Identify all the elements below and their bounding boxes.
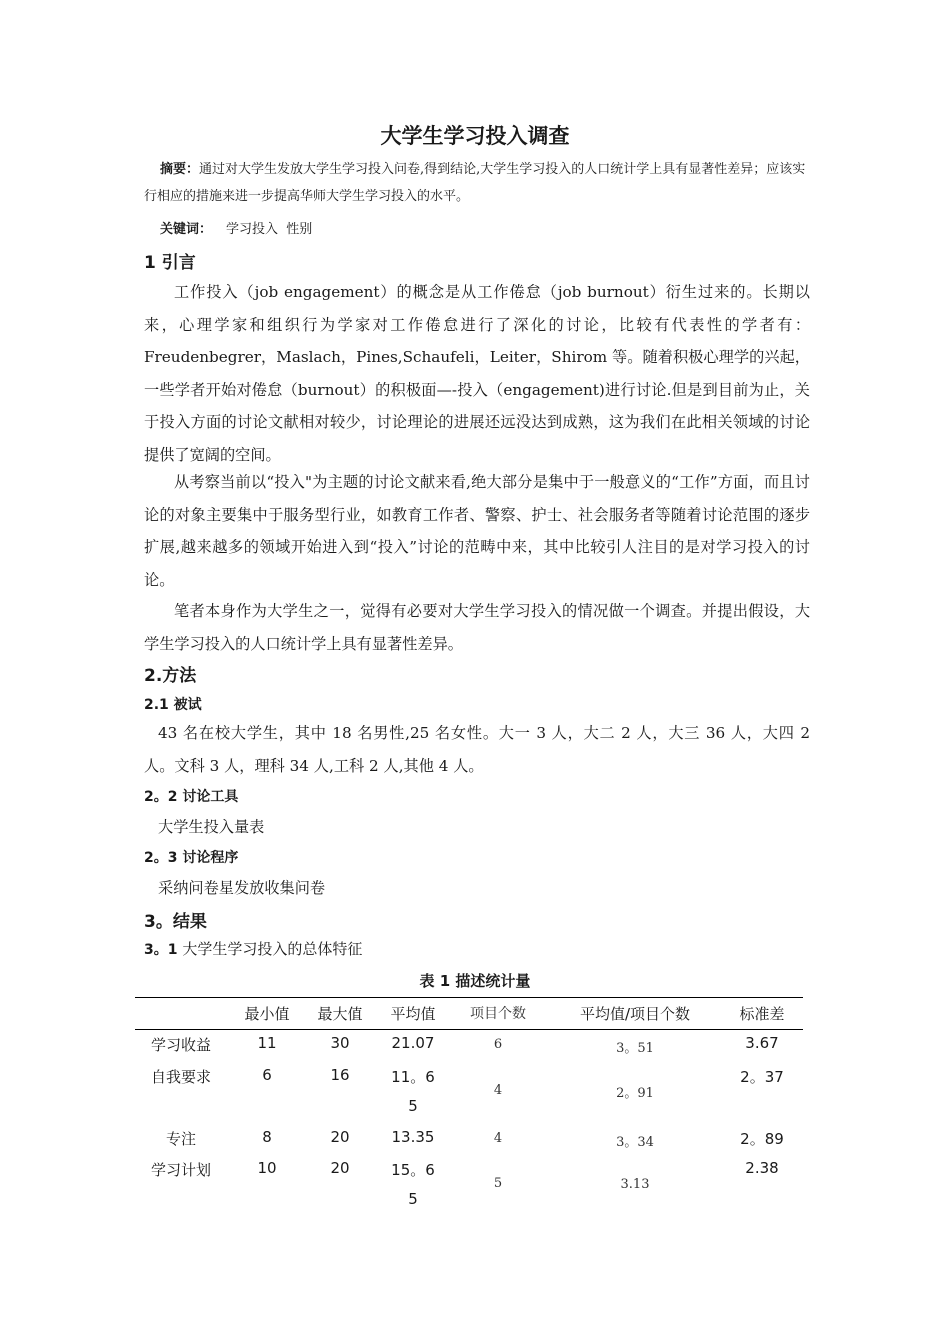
- subsection-number: 3。1: [144, 942, 178, 958]
- subsection-heading-overall: [144, 938, 362, 959]
- tools-text: 大学生投入量表: [158, 818, 265, 836]
- cell-min: 11: [257, 1034, 277, 1052]
- intro-paragraph-2: 从考察当前以“投入"为主题的讨论文献来看,绝大部分是集中于一般意义的“工作”方面，而且讨论的对象主要集中于服务型行业，如教育工作者、警察、护士、社会服务者等随着讨论范围的逐步扩展,越来越多的领域开始进入到“投入”讨论的范畴中来，其中比较引人注目的是对学习投入的讨论。: [144, 473, 810, 589]
- cell-ratio: 2。91: [616, 1086, 654, 1101]
- header-ratio: 平均值/项目个数: [579, 1005, 691, 1023]
- cell-mean: 15。6: [391, 1161, 435, 1179]
- header-mean: 平均值: [390, 1005, 436, 1023]
- subsection-heading-tools: 2。2 讨论工具: [144, 789, 239, 805]
- document-title: 大学生学习投入调查: [380, 124, 570, 148]
- cell-mean: 11。6: [391, 1068, 435, 1086]
- table-caption: 表 1 描述统计量: [419, 972, 531, 990]
- cell-items: 4: [493, 1083, 503, 1098]
- subsection-title: 大学生学习投入的总体特征: [182, 940, 363, 958]
- row-name: 学习收益: [150, 1036, 211, 1054]
- cell-ratio: 3。34: [616, 1135, 654, 1150]
- subjects-text: 43 名在校大学生，其中 18 名男性,25 名女性。大一 3 人，大二 2 人，大三 36 人，大四 2 人。文科 3 人，理科 34 人,工科 2 人,其他 4 人。: [144, 724, 810, 775]
- cell-max: 30: [330, 1034, 350, 1052]
- cell-items: 4: [493, 1131, 503, 1146]
- cell-ratio: 3.13: [620, 1177, 650, 1192]
- subsection-heading-subjects: 2.1 被试: [144, 697, 202, 713]
- subsection-heading-procedure: 2。3 讨论程序: [144, 850, 239, 866]
- abstract: [144, 156, 810, 210]
- intro-paragraph-1: 工作投入（job engagement）的概念是从工作倦怠（job burnout）衍生过来的。长期以来，心理学家和组织行为学家对工作倦怠进行了深化的讨论，比较有代表性的学者有：Freudenbegrer，Maslach，Pines,Schaufeli，Leiter，Shirom 等。随着积极心理学的兴起，一些学者开始对倦怠（burnout）的积极面—-投入（engagement)进行讨论.但是到目前为止，关于投入方面的讨论文献相对较少，讨论理论的进展还远没达到成熟，这为我们在此相关领域的讨论提供了宽阔的空间。: [144, 283, 810, 464]
- cell-mean: 13.35: [391, 1128, 435, 1146]
- keywords: [160, 220, 312, 240]
- cell-min: 8: [262, 1128, 272, 1146]
- row-name: 自我要求: [150, 1068, 211, 1086]
- header-sd: 标准差: [739, 1005, 785, 1023]
- keywords-text: 学习投入 性别: [226, 222, 313, 237]
- cell-max: 20: [330, 1128, 350, 1146]
- row-name: 学习计划: [150, 1161, 211, 1179]
- cell-items: 5: [493, 1176, 503, 1191]
- header-max: 最大值: [317, 1005, 363, 1023]
- abstract-text: 通过对大学生发放大学生学习投入问卷,得到结论,大学生学习投入的人口统计学上具有显著性差异；应该实行相应的措施来进一步提高华师大学生学习投入的水平。: [144, 162, 806, 204]
- cell-sd: 2。37: [740, 1068, 784, 1086]
- cell-mean-wrap: 5: [408, 1190, 418, 1208]
- procedure-text: 采纳问卷星发放收集问卷: [158, 879, 326, 897]
- cell-sd: 3.67: [745, 1034, 779, 1052]
- keywords-label: 关键词：: [160, 222, 213, 237]
- cell-items: 6: [493, 1037, 503, 1052]
- header-items: 项目个数: [470, 1006, 526, 1022]
- row-name: 专注: [165, 1130, 196, 1148]
- cell-min: 6: [262, 1066, 272, 1084]
- cell-ratio: 3。51: [616, 1041, 654, 1056]
- cell-mean: 21.07: [391, 1034, 435, 1052]
- cell-max: 16: [330, 1066, 350, 1084]
- section-heading-results: 3。结果: [144, 912, 207, 932]
- header-min: 最小值: [244, 1005, 290, 1023]
- table-top-rule: [135, 997, 803, 998]
- cell-min: 10: [257, 1159, 277, 1177]
- cell-sd: 2。89: [740, 1130, 784, 1148]
- cell-mean-wrap: 5: [408, 1097, 418, 1115]
- intro-paragraph-3: 笔者本身作为大学生之一，觉得有必要对大学生学习投入的情况做一个调查。并提出假设，大学生学习投入的人口统计学上具有显著性差异。: [144, 602, 810, 653]
- cell-max: 20: [330, 1159, 350, 1177]
- abstract-label: 摘要：: [160, 162, 200, 177]
- section-heading-intro: 1 引言: [144, 253, 196, 273]
- cell-sd: 2.38: [745, 1159, 779, 1177]
- table-header-rule: [135, 1029, 803, 1030]
- section-heading-method: 2.方法: [144, 666, 197, 686]
